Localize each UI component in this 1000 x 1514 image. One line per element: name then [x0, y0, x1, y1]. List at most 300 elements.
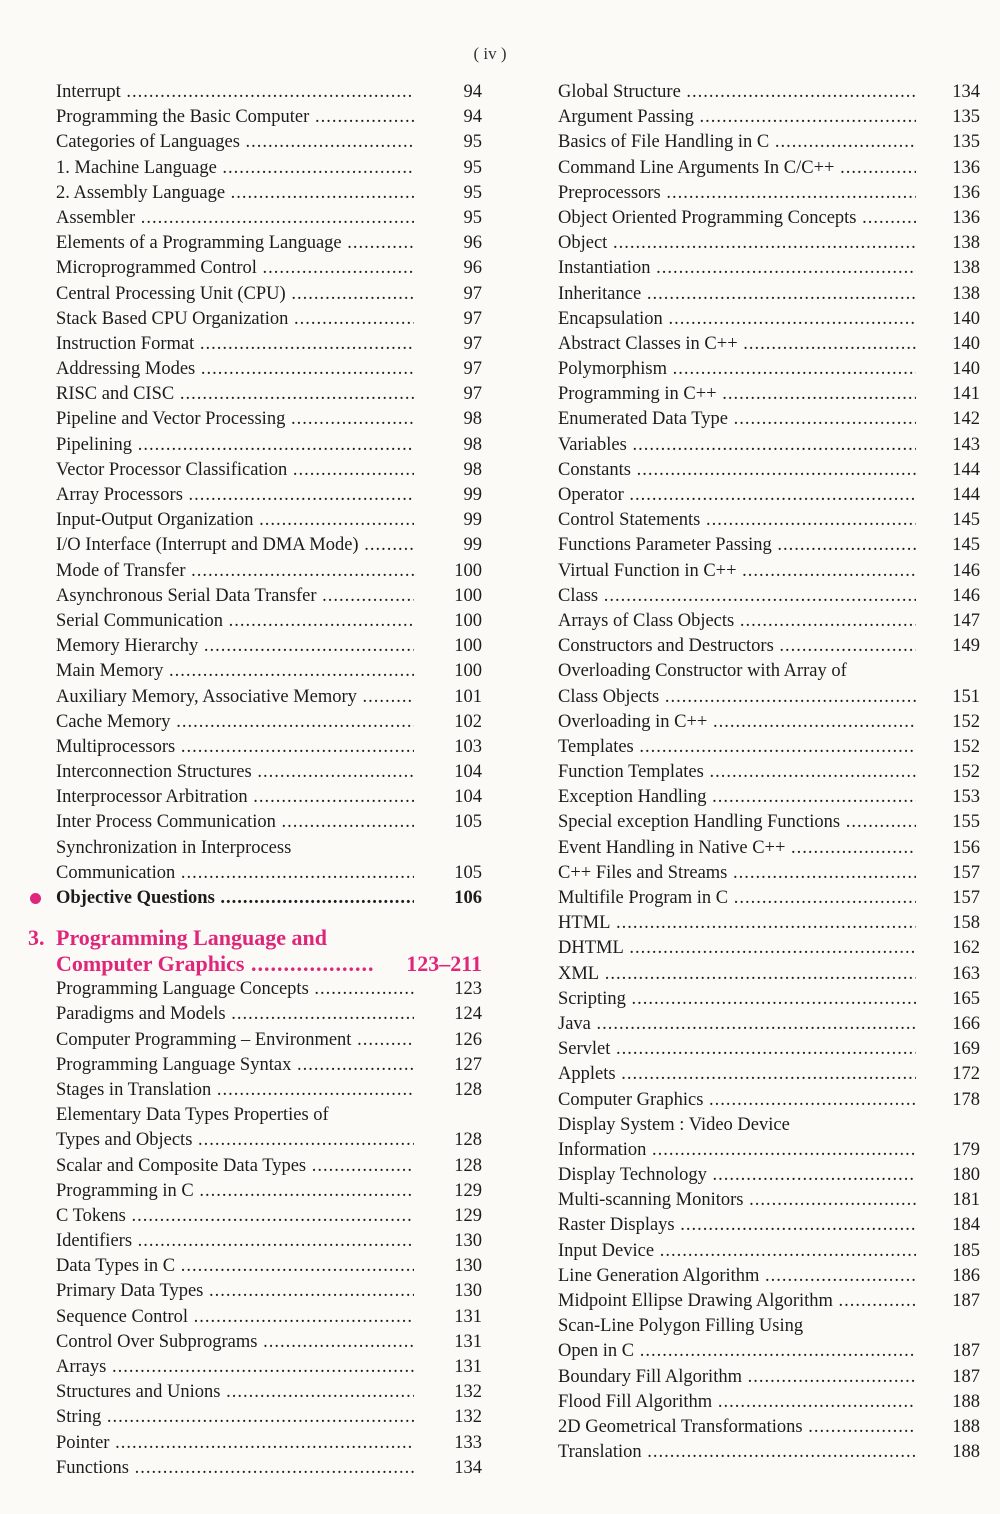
toc-entry[interactable]: [528, 407, 984, 432]
toc-entry-page: 128: [454, 1130, 482, 1151]
toc-entry-page: 124: [454, 1004, 482, 1025]
toc-entry-page: 162: [952, 938, 980, 959]
toc-entry-title: Interprocessor Arbitration .....: [56, 785, 414, 810]
chapter-title-line2: Computer Graphics .....: [56, 951, 374, 976]
toc-entry-page: 97: [463, 384, 482, 405]
toc-entry-page: 135: [952, 107, 980, 128]
toc-entry[interactable]: [26, 1456, 486, 1481]
toc-entry[interactable]: [26, 231, 486, 256]
toc-entry[interactable]: [26, 80, 486, 105]
toc-entry-page: 142: [952, 409, 980, 430]
toc-entry-page: 129: [454, 1180, 482, 1201]
toc-entry-title: Asynchronous Serial Data Transfer .....: [56, 584, 414, 609]
toc-left-column: [26, 80, 486, 1481]
toc-entry-page: 181: [952, 1190, 980, 1211]
toc-entry: [26, 1103, 486, 1128]
toc-entry-page: 136: [952, 157, 980, 178]
toc-entry[interactable]: [528, 936, 984, 961]
toc-entry[interactable]: [528, 685, 984, 710]
toc-entry[interactable]: [528, 760, 984, 785]
toc-entry-page: 95: [463, 132, 482, 153]
toc-entry[interactable]: [26, 156, 486, 181]
toc-entry-title: Programming in C .....: [56, 1179, 414, 1204]
toc-entry[interactable]: [528, 1163, 984, 1188]
toc-entry-title: Memory Hierarchy .....: [56, 634, 414, 659]
toc-entry[interactable]: [26, 1431, 486, 1456]
toc-entry[interactable]: [528, 458, 984, 483]
toc-entry-title: Midpoint Ellipse Drawing Algorithm .....: [558, 1289, 916, 1314]
toc-entry-title: Raster Displays .....: [558, 1213, 916, 1238]
toc-list-after-chapter: [26, 977, 486, 1481]
toc-entry-title: Serial Communication .....: [56, 609, 414, 634]
toc-entry-title: Display Technology .....: [558, 1163, 916, 1188]
toc-entry-title: Identifiers .....: [56, 1229, 414, 1254]
toc-entry-title: String .....: [56, 1405, 414, 1430]
toc-entry-title: Boundary Fill Algorithm .....: [558, 1365, 916, 1390]
toc-entry[interactable]: [26, 785, 486, 810]
toc-entry[interactable]: [528, 584, 984, 609]
toc-entry-title: Polymorphism .....: [558, 357, 916, 382]
toc-entry[interactable]: [528, 332, 984, 357]
toc-entry-title: Programming Language Concepts .....: [56, 977, 414, 1002]
toc-entry[interactable]: [528, 1188, 984, 1213]
toc-entry[interactable]: [26, 282, 486, 307]
toc-entry[interactable]: [26, 307, 486, 332]
toc-entry-title: Translation .....: [558, 1440, 916, 1465]
toc-entry-title: Exception Handling .....: [558, 785, 916, 810]
toc-entry-title: Constants .....: [558, 458, 916, 483]
toc-entry[interactable]: [528, 810, 984, 835]
toc-entry-title: C++ Files and Streams .....: [558, 861, 916, 886]
toc-entry[interactable]: [528, 1012, 984, 1037]
toc-entry-page: 103: [454, 736, 482, 757]
toc-entry-page: 134: [454, 1457, 482, 1478]
toc-entry[interactable]: [26, 357, 486, 382]
toc-entry-page: 186: [952, 1265, 980, 1286]
toc-entry[interactable]: [528, 785, 984, 810]
toc-entry-page: 141: [952, 384, 980, 405]
toc-entry-page: 165: [952, 988, 980, 1009]
toc-entry-page: 99: [463, 535, 482, 556]
toc-entry-title: Scan-Line Polygon Filling Using: [558, 1316, 804, 1337]
toc-entry-title: Operator .....: [558, 483, 916, 508]
toc-entry-title: Elements of a Programming Language .....: [56, 231, 414, 256]
toc-entry[interactable]: [26, 130, 486, 155]
chapter-heading[interactable]: [26, 925, 486, 977]
toc-entry-page: 179: [952, 1139, 980, 1160]
toc-entry-page: 187: [952, 1291, 980, 1311]
toc-entry-title: Global Structure .....: [558, 80, 916, 105]
toc-entry[interactable]: [528, 1289, 984, 1314]
toc-entry[interactable]: [26, 861, 486, 886]
toc-entry-page: 128: [454, 1079, 482, 1100]
toc-entry-page: 153: [952, 787, 980, 808]
toc-entry-title: Structures and Unions .....: [56, 1380, 414, 1405]
toc-entry[interactable]: [528, 987, 984, 1012]
toc-entry-title: Programming the Basic Computer .....: [56, 105, 414, 130]
toc-entry-page: 188: [952, 1442, 980, 1463]
toc-entry-page: 180: [952, 1165, 980, 1186]
toc-entry[interactable]: [528, 282, 984, 307]
toc-entry-title: Computer Graphics .....: [558, 1088, 916, 1113]
toc-entry-page: 136: [952, 182, 980, 203]
page-number: ( iv ): [473, 44, 507, 63]
toc-entry-title: Command Line Arguments In C/C++ .....: [558, 156, 916, 181]
toc-entry[interactable]: [528, 962, 984, 987]
toc-entry-title: Multi-scanning Monitors .....: [558, 1188, 916, 1213]
toc-entry-title: Sequence Control .....: [56, 1305, 414, 1330]
toc-entry-page: 145: [952, 535, 980, 556]
toc-entry-page: 100: [454, 560, 482, 581]
toc-entry-page: 130: [454, 1256, 482, 1277]
toc-entry[interactable]: [26, 458, 486, 483]
toc-entry[interactable]: [528, 1339, 984, 1364]
toc-entry-page: 97: [463, 359, 482, 380]
toc-entry[interactable]: [26, 181, 486, 206]
toc-entry-page: 144: [952, 459, 980, 480]
toc-entry-title: Line Generation Algorithm .....: [558, 1264, 916, 1289]
toc-entry-title: Auxiliary Memory, Associative Memory .....: [56, 685, 414, 710]
toc-entry-title: Programming Language Syntax .....: [56, 1053, 414, 1078]
toc-entry-title: 2D Geometrical Transformations .....: [558, 1415, 916, 1440]
toc-entry[interactable]: [26, 433, 486, 458]
toc-entry-page: 131: [454, 1331, 482, 1352]
toc-entry-title: Input Device .....: [558, 1239, 916, 1264]
toc-entry[interactable]: [528, 130, 984, 155]
toc-entry-page: 169: [952, 1039, 980, 1060]
toc-entry[interactable]: [528, 609, 984, 634]
toc-entry-page: 188: [952, 1416, 980, 1437]
toc-entry-title: Information .....: [558, 1138, 916, 1163]
chapter-title-line1: Programming Language and: [56, 925, 327, 951]
chapter-number: 3.: [28, 925, 45, 951]
toc-entry-page: 97: [463, 283, 482, 304]
toc-entry-page: 131: [454, 1357, 482, 1377]
toc-entry[interactable]: [26, 1179, 486, 1204]
toc-entry-title: Functions Parameter Passing .....: [558, 533, 916, 558]
toc-entry-title: 1. Machine Language .....: [56, 156, 414, 181]
toc-entry-title: Microprogrammed Control .....: [56, 256, 414, 281]
toc-entry-page: 140: [952, 359, 980, 380]
toc-entry-title: Pipeline and Vector Processing .....: [56, 407, 414, 432]
toc-entry-title: Encapsulation .....: [558, 307, 916, 332]
toc-entry[interactable]: [26, 256, 486, 281]
toc-entry[interactable]: [528, 1062, 984, 1087]
toc-entry-title: Computer Programming – Environment .....: [56, 1028, 414, 1053]
toc-entry[interactable]: [528, 861, 984, 886]
toc-entry[interactable]: [26, 1254, 486, 1279]
toc-entry-page: 155: [952, 812, 980, 833]
toc-entry-page: 163: [952, 963, 980, 984]
toc-entry[interactable]: [528, 836, 984, 861]
toc-entry[interactable]: [528, 1365, 984, 1390]
toc-entry[interactable]: [528, 735, 984, 760]
toc-entry[interactable]: [26, 1380, 486, 1405]
toc-entry-title: Cache Memory .....: [56, 710, 414, 735]
toc-entry[interactable]: [528, 1440, 984, 1465]
toc-entry-page: 156: [952, 837, 980, 858]
toc-entry[interactable]: [26, 1330, 486, 1355]
toc-entry-page: 94: [463, 82, 482, 102]
toc-entry[interactable]: [26, 1279, 486, 1304]
toc-entry-page: 102: [454, 711, 482, 732]
toc-entry-page: 100: [454, 636, 482, 657]
toc-entry[interactable]: [26, 685, 486, 710]
toc-entry-title: Abstract Classes in C++ .....: [558, 332, 916, 357]
toc-entry[interactable]: [528, 1213, 984, 1238]
toc-entry-page: 152: [952, 762, 980, 783]
toc-entry[interactable]: [26, 710, 486, 735]
toc-entry[interactable]: [528, 483, 984, 508]
toc-entry-page: 157: [952, 888, 980, 908]
toc-entry-title: HTML .....: [558, 911, 916, 936]
toc-entry-page: 97: [463, 333, 482, 354]
toc-entry-page: 123: [454, 979, 482, 1000]
toc-entry-page: 96: [463, 233, 482, 254]
toc-entry[interactable]: [26, 1078, 486, 1103]
toc-entry-page: 172: [952, 1064, 980, 1085]
toc-entry-title: Primary Data Types .....: [56, 1279, 414, 1304]
toc-entry-title: Instruction Format .....: [56, 332, 414, 357]
toc-entry-title: Pipelining .....: [56, 433, 414, 458]
toc-entry[interactable]: [26, 1002, 486, 1027]
toc-entry-page: 130: [454, 1231, 482, 1252]
toc-entry-page: 187: [952, 1366, 980, 1387]
toc-entry[interactable]: [26, 1355, 486, 1380]
toc-entry-title: Vector Processor Classification .....: [56, 458, 414, 483]
toc-entry[interactable]: [528, 1264, 984, 1289]
toc-list-right: [528, 80, 984, 1465]
toc-entry-page: 152: [952, 736, 980, 757]
toc-entry[interactable]: [26, 1128, 486, 1153]
toc-entry-page: 140: [952, 308, 980, 329]
toc-entry-title: Multiprocessors .....: [56, 735, 414, 760]
toc-entry-title: Assembler .....: [56, 206, 414, 231]
toc-entry-page: 152: [952, 711, 980, 732]
toc-entry-page: 151: [952, 686, 980, 707]
toc-entry-page: 130: [454, 1281, 482, 1302]
toc-entry[interactable]: [528, 231, 984, 256]
toc-entry[interactable]: [528, 433, 984, 458]
toc-entry-title: Special exception Handling Functions .....: [558, 810, 916, 835]
toc-entry[interactable]: [528, 911, 984, 936]
toc-entry[interactable]: [26, 332, 486, 357]
toc-entry-page: 99: [463, 485, 482, 505]
toc-entry-title: Scripting .....: [558, 987, 916, 1012]
toc-entry-page: 105: [454, 862, 482, 883]
toc-entry[interactable]: [26, 735, 486, 760]
toc-entry-page: 131: [454, 1306, 482, 1327]
toc-entry-title: Variables .....: [558, 433, 916, 458]
toc-entry: [528, 1314, 984, 1339]
toc-entry[interactable]: [26, 1229, 486, 1254]
toc-entry-title: Overloading Constructor with Array of: [558, 661, 847, 682]
toc-entry-title: Mode of Transfer .....: [56, 559, 414, 584]
toc-entry[interactable]: [528, 256, 984, 281]
toc-entry[interactable]: [528, 559, 984, 584]
toc-entry-page: 105: [454, 812, 482, 833]
toc-entry-title: Virtual Function in C++ .....: [558, 559, 916, 584]
toc-entry-title: Array Processors .....: [56, 483, 414, 508]
toc-entry-title: Scalar and Composite Data Types .....: [56, 1154, 414, 1179]
toc-entry[interactable]: [26, 559, 486, 584]
toc-entry[interactable]: [26, 609, 486, 634]
toc-entry-page: 95: [463, 182, 482, 203]
toc-entry-title: Servlet .....: [558, 1037, 916, 1062]
toc-entry-page: 146: [952, 585, 980, 606]
toc-entry[interactable]: [26, 634, 486, 659]
toc-entry-page: 166: [952, 1013, 980, 1034]
toc-entry[interactable]: [528, 382, 984, 407]
toc-entry[interactable]: [26, 584, 486, 609]
toc-entry-title: Central Processing Unit (CPU) .....: [56, 282, 414, 307]
toc-entry-page: 138: [952, 258, 980, 279]
toc-entry-page: 97: [463, 308, 482, 329]
toc-entry-title: Pointer .....: [56, 1431, 414, 1456]
toc-entry-title: Object .....: [558, 231, 916, 256]
toc-entry-page: 129: [454, 1205, 482, 1226]
toc-entry-title: Display System : Video Device: [558, 1114, 790, 1135]
toc-entry[interactable]: [528, 1037, 984, 1062]
toc-entry[interactable]: [528, 80, 984, 105]
toc-entry[interactable]: [528, 206, 984, 231]
toc-entry[interactable]: [528, 357, 984, 382]
toc-entry[interactable]: [528, 156, 984, 181]
toc-entry-title: Arrays of Class Objects .....: [558, 609, 916, 634]
toc-entry: [26, 836, 486, 861]
toc-entry[interactable]: [528, 1239, 984, 1264]
toc-entry-title: Objective Questions .....: [56, 886, 414, 911]
toc-entry-page: 95: [463, 157, 482, 178]
toc-entry[interactable]: [26, 105, 486, 130]
toc-entry-page: 96: [463, 258, 482, 279]
toc-entry-page: 147: [952, 610, 980, 631]
toc-entry[interactable]: [26, 659, 486, 684]
toc-entry-title: Synchronization in Interprocess: [56, 837, 292, 858]
toc-entry-page: 178: [952, 1089, 980, 1110]
toc-entry-title: Addressing Modes .....: [56, 357, 414, 382]
toc-entry-title: I/O Interface (Interrupt and DMA Mode) .....: [56, 533, 414, 558]
toc-entry[interactable]: [528, 634, 984, 659]
toc-entry[interactable]: [26, 382, 486, 407]
toc-entry-title: Categories of Languages .....: [56, 130, 414, 155]
toc-entry-page: 138: [952, 233, 980, 254]
chapter-title-line2-row: [56, 951, 482, 977]
toc-entry[interactable]: [26, 533, 486, 558]
toc-entry-title: Class .....: [558, 584, 916, 609]
toc-entry-title: Open in C .....: [558, 1339, 916, 1364]
toc-entry[interactable]: [26, 977, 486, 1002]
toc-entry[interactable]: [26, 407, 486, 432]
toc-entry-title: Preprocessors .....: [558, 181, 916, 206]
toc-entry[interactable]: [528, 508, 984, 533]
toc-entry[interactable]: [528, 181, 984, 206]
toc-entry[interactable]: [26, 1405, 486, 1430]
toc-entry-title: Elementary Data Types Properties of: [56, 1105, 329, 1126]
toc-entry[interactable]: [26, 810, 486, 835]
toc-entry-title: Class Objects .....: [558, 685, 916, 710]
toc-entry-title: Applets .....: [558, 1062, 916, 1087]
toc-entry-title: Multifile Program in C .....: [558, 886, 916, 911]
toc-entry: [528, 1113, 984, 1138]
toc-entry[interactable]: [26, 1053, 486, 1078]
toc-entry-title: Functions .....: [56, 1456, 414, 1481]
bullet-icon: [30, 893, 41, 904]
toc-entry[interactable]: [528, 533, 984, 558]
toc-entry-title: Control Statements .....: [558, 508, 916, 533]
toc-entry-page: 95: [463, 207, 482, 228]
toc-entry-title: Basics of File Handling in C .....: [558, 130, 916, 155]
toc-entry-page: 157: [952, 862, 980, 883]
toc-entry-page: 101: [454, 686, 482, 707]
toc-entry-page: 94: [463, 107, 482, 128]
toc-entry-title: Inheritance .....: [558, 282, 916, 307]
toc-entry-page: 132: [454, 1382, 482, 1403]
toc-entry-title: DHTML .....: [558, 936, 916, 961]
toc-entry-page: 98: [463, 409, 482, 430]
toc-entry-page: 149: [952, 636, 980, 657]
toc-entry-page: 98: [463, 459, 482, 480]
toc-entry[interactable]: [528, 1088, 984, 1113]
toc-entry[interactable]: [528, 710, 984, 735]
toc-entry-title: Programming in C++ .....: [558, 382, 916, 407]
toc-entry-page: 136: [952, 207, 980, 228]
toc-entry-title: Interconnection Structures .....: [56, 760, 414, 785]
toc-entry-title: Enumerated Data Type .....: [558, 407, 916, 432]
toc-entry-title: Event Handling in Native C++ .....: [558, 836, 916, 861]
toc-entry-page: 158: [952, 913, 980, 934]
toc-entry-page: 128: [454, 1155, 482, 1176]
toc-entry-page: 104: [454, 787, 482, 808]
toc-entry-page: 138: [952, 283, 980, 304]
toc-entry-title: Data Types in C .....: [56, 1254, 414, 1279]
toc-entry[interactable]: [26, 886, 486, 911]
toc-entry[interactable]: [528, 1415, 984, 1440]
toc-entry-title: 2. Assembly Language .....: [56, 181, 414, 206]
toc-entry: [528, 659, 984, 684]
toc-list-before-chapter: [26, 80, 486, 911]
toc-entry-title: Communication .....: [56, 861, 414, 886]
toc-entry-page: 187: [952, 1341, 980, 1362]
toc-entry[interactable]: [26, 1154, 486, 1179]
toc-entry[interactable]: [528, 886, 984, 911]
toc-entry-title: Types and Objects .....: [56, 1128, 414, 1153]
toc-entry-title: Stack Based CPU Organization .....: [56, 307, 414, 332]
toc-entry-page: 126: [454, 1029, 482, 1050]
toc-entry[interactable]: [26, 206, 486, 231]
toc-entry[interactable]: [528, 1138, 984, 1163]
toc-entry[interactable]: [26, 508, 486, 533]
toc-entry-title: Function Templates .....: [558, 760, 916, 785]
toc-entry-title: Interrupt .....: [56, 80, 414, 105]
toc-entry[interactable]: [528, 105, 984, 130]
toc-entry-title: Instantiation .....: [558, 256, 916, 281]
toc-entry-page: 134: [952, 82, 980, 102]
toc-entry[interactable]: [26, 1305, 486, 1330]
chapter-page-range: 123–211: [406, 951, 482, 977]
toc-entry[interactable]: [26, 760, 486, 785]
toc-entry-title: Arrays .....: [56, 1355, 414, 1380]
toc-entry[interactable]: [26, 1204, 486, 1229]
toc-entry[interactable]: [528, 1390, 984, 1415]
toc-entry-title: Flood Fill Algorithm .....: [558, 1390, 916, 1415]
toc-entry[interactable]: [26, 1028, 486, 1053]
toc-entry[interactable]: [528, 307, 984, 332]
toc-entry-page: 143: [952, 434, 980, 455]
toc-entry-title: Input-Output Organization .....: [56, 508, 414, 533]
toc-entry[interactable]: [26, 483, 486, 508]
toc-entry-page: 133: [454, 1432, 482, 1453]
